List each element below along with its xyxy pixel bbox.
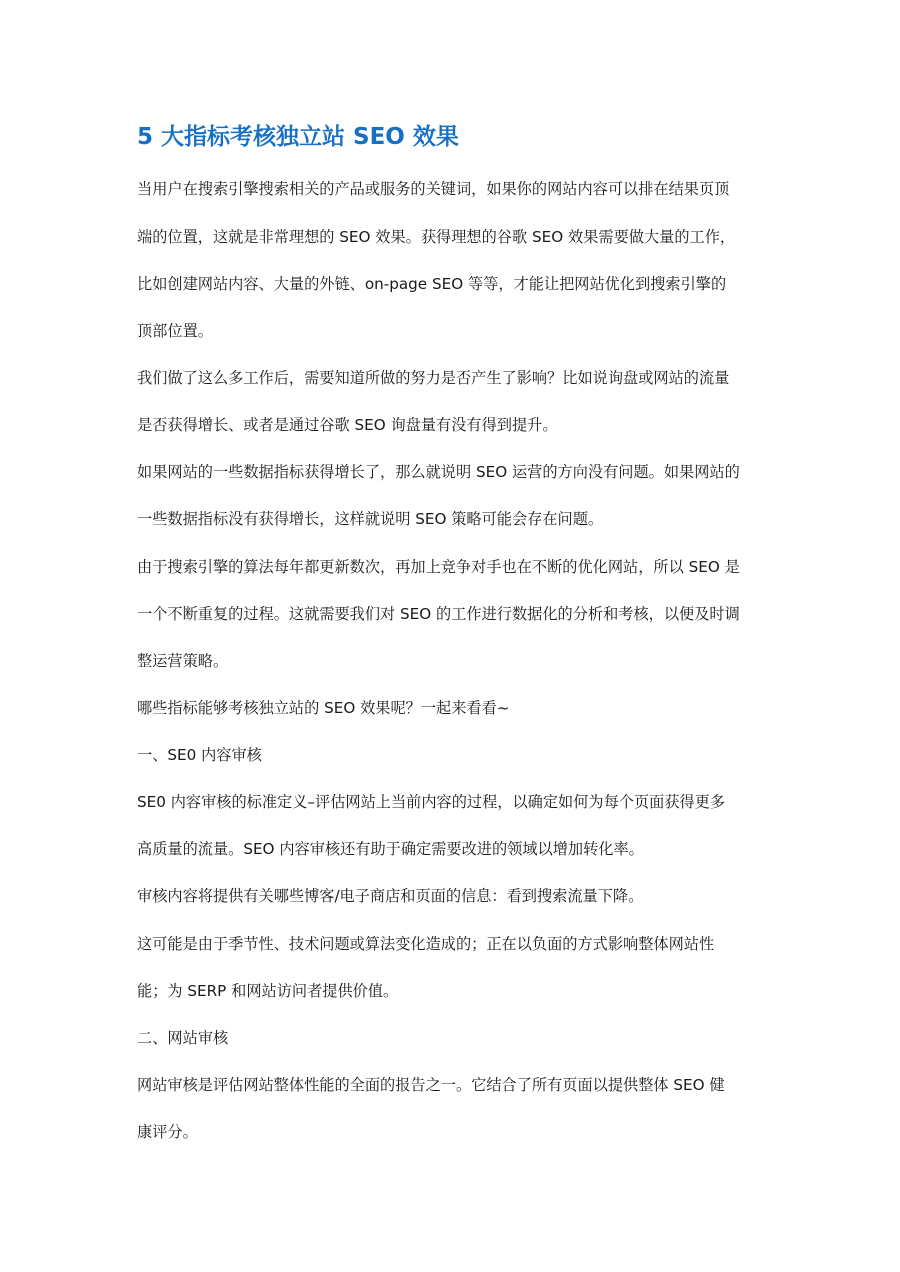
paragraph-line: 由于搜索引擎的算法每年都更新数次，再加上竞争对手也在不断的优化网站，所以 SEO 是 bbox=[137, 558, 740, 576]
paragraph-line: 网站审核是评估网站整体性能的全面的报告之一。它结合了所有页面以提供整体 SEO 健 bbox=[137, 1076, 725, 1094]
section-heading: 一、SE0 内容审核 bbox=[137, 746, 262, 764]
paragraph-line: 比如创建网站内容、大量的外链、on-page SEO 等等，才能让把网站优化到搜索引擎的 bbox=[137, 275, 727, 293]
section-heading: 二、网站审核 bbox=[137, 1029, 229, 1047]
paragraph-line: 高质量的流量。SEO 内容审核还有助于确定需要改进的领域以增加转化率。 bbox=[137, 840, 644, 858]
paragraph-line: 端的位置，这就是非常理想的 SEO 效果。获得理想的谷歌 SEO 效果需要做大量的工作， bbox=[137, 228, 736, 246]
paragraph-line: 哪些指标能够考核独立站的 SEO 效果呢？一起来看看~ bbox=[137, 699, 510, 717]
paragraph-line: SE0 内容审核的标准定义–评估网站上当前内容的过程，以确定如何为每个页面获得更多 bbox=[137, 793, 726, 811]
paragraph-line: 能；为 SERP 和网站访问者提供价值。 bbox=[137, 982, 399, 1000]
paragraph-line: 审核内容将提供有关哪些博客/电子商店和页面的信息：看到搜索流量下降。 bbox=[137, 887, 644, 905]
paragraph-line: 这可能是由于季节性、技术问题或算法变化造成的；正在以负面的方式影响整体网站性 bbox=[137, 935, 715, 953]
paragraph-line: 如果网站的一些数据指标获得增长了，那么就说明 SEO 运营的方向没有问题。如果网站的 bbox=[137, 463, 740, 481]
paragraph-line: 是否获得增长、或者是通过谷歌 SEO 询盘量有没有得到提升。 bbox=[137, 416, 558, 434]
paragraph-line: 一些数据指标没有获得增长，这样就说明 SEO 策略可能会存在问题。 bbox=[137, 510, 604, 528]
paragraph-line: 顶部位置。 bbox=[137, 322, 213, 340]
paragraph-line: 当用户在搜索引擎搜索相关的产品或服务的关键词，如果你的网站内容可以排在结果页顶 bbox=[137, 180, 730, 198]
paragraph-line: 一个不断重复的过程。这就需要我们对 SEO 的工作进行数据化的分析和考核，以便及时调 bbox=[137, 605, 740, 623]
paragraph-line: 整运营策略。 bbox=[137, 652, 229, 670]
paragraph-line: 康评分。 bbox=[137, 1123, 198, 1141]
document-title: 5 大指标考核独立站 SEO 效果 bbox=[137, 124, 459, 150]
paragraph-line: 我们做了这么多工作后，需要知道所做的努力是否产生了影响？比如说询盘或网站的流量 bbox=[137, 369, 730, 387]
